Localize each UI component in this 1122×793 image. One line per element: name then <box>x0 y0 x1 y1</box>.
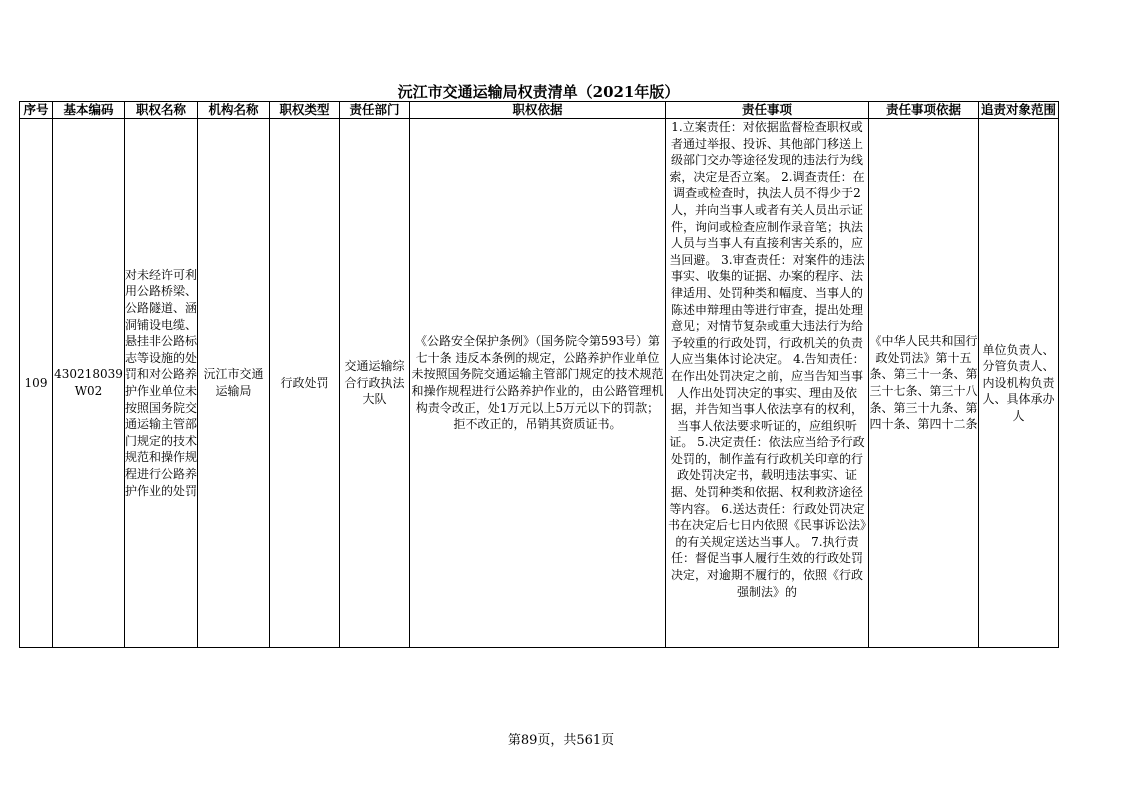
page-title: 沅江市交通运输局权责清单（2021年版） <box>397 83 680 101</box>
cell-agency: 沅江市交通运输局 <box>198 119 270 648</box>
cell-accountability: 单位负责人、分管负责人、内设机构负责人、具体承办人 <box>979 119 1059 648</box>
cell-department: 交通运输综合行政执法大队 <box>340 119 410 648</box>
header-agency: 机构名称 <box>198 102 270 119</box>
header-duty-basis: 责任事项依据 <box>869 102 979 119</box>
cell-power-type: 行政处罚 <box>270 119 340 648</box>
header-basis: 职权依据 <box>410 102 666 119</box>
header-power-name: 职权名称 <box>125 102 198 119</box>
header-row <box>20 102 1059 119</box>
cell-code: 430218039W02 <box>53 119 125 648</box>
cell-duty-basis: 《中华人民共和国行政处罚法》第十五条、第三十一条、第三十七条、第三十八条、第三十九条、第四十条、第四十二条 <box>869 119 979 648</box>
power-list-table <box>19 101 1059 648</box>
table-row <box>20 119 1059 648</box>
cell-index: 109 <box>20 119 53 648</box>
cell-power-name: 对未经许可利用公路桥梁、公路隧道、涵洞铺设电缆、悬挂非公路标志等设施的处罚和对公路养护作业单位未按照国务院交通运输主管部门规定的技术规范和操作规程进行公路养护作业的处罚 <box>125 119 198 648</box>
cell-duties <box>666 119 869 648</box>
header-power-type: 职权类型 <box>270 102 340 119</box>
header-index: 序号 <box>20 102 53 119</box>
header-duties: 责任事项 <box>666 102 869 119</box>
header-code: 基本编码 <box>53 102 125 119</box>
cell-basis: 《公路安全保护条例》（国务院令第593号）第七十条 违反本条例的规定，公路养护作业单位未按照国务院交通运输主管部门规定的技术规范和操作规程进行公路养护作业的，由公路管理机构责令改正，处1万元以上5万元以下的罚款；拒不改正的，吊销其资质证书。 <box>410 119 666 648</box>
page-number: 第89页，共561页 <box>507 733 615 748</box>
duties-text: 1.立案责任：对依据监督检查职权或者通过举报、投诉、其他部门移送上级部门交办等途径发现的违法行为线索，决定是否立案。 2.调查责任：在调查或检查时，执法人员不得少于2人，并向当事人或者有关人员出示证件，询问或检查应制作录音笔；执法人员与当事人有直接利害关系的，应当回避。 3.审查责任：对案件的违法事实、收集的证据、办案的程序、法律适用、处罚种类和幅度、当事人的陈述申辩理由等进行审查，提出处理意见；对情节复杂或重大违法行为给予较重的行政处罚，行政机关的负责人应当集体讨论决定。 4.告知责任：在作出处罚决定之前，应当告知当事人作出处罚决定的事实、理由及依据，并告知当事人依法享有的权利，当事人依法要求听证的，应组织听证。 5.决定责任：依法应当给予行政处罚的，制作盖有行政机关印章的行政处罚决定书，载明违法事实、证据、处罚种类和依据、权利救济途径等内容。 6.送达责任：行政处罚决定书在决定后七日内依照《民事诉讼法》的有关规定送达当事人。 7.执行责任：督促当事人履行生效的行政处罚决定，对逾期不履行的，依照《行政强制法》的 <box>667 120 866 599</box>
header-department: 责任部门 <box>340 102 410 119</box>
header-accountability: 追责对象范围 <box>979 102 1059 119</box>
